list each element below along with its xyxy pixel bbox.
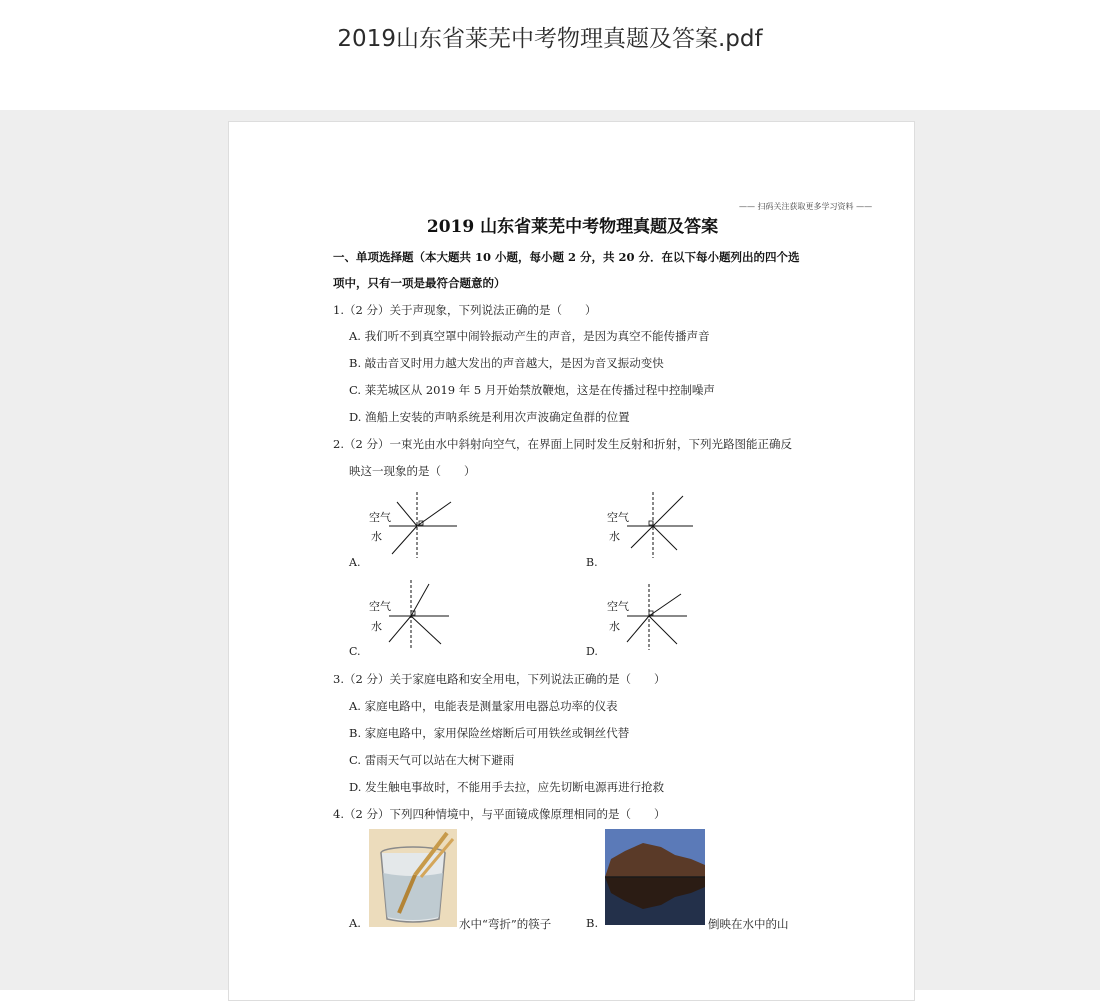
q3-option-a: A. 家庭电路中，电能表是测量家用电器总功率的仪表 — [349, 699, 618, 713]
document-title: 2019山东省莱芜中考物理真题及答案.pdf — [337, 26, 763, 52]
q3-option-b: B. 家庭电路中，家用保险丝熔断后可用铁丝或铜丝代替 — [349, 726, 630, 740]
q2-diagram-d-air-label: 空气 — [607, 600, 629, 613]
q2-diagram-c-air-label: 空气 — [369, 600, 391, 613]
q2-diagram-a-air-label: 空气 — [369, 511, 391, 524]
q2-diagram-b-water-label: 水 — [609, 530, 620, 543]
q4-stem: 4.（2 分）下列四种情境中，与平面镜成像原理相同的是（ ） — [333, 807, 666, 821]
q2-diagram-a — [367, 488, 463, 558]
q4-option-b-label: B. — [586, 916, 599, 930]
q2-diagram-b-air-label: 空气 — [607, 511, 629, 524]
q1-option-b: B. 敲击音叉时用力越大发出的声音越大，是因为音叉振动变快 — [349, 356, 664, 370]
document-header — [0, 0, 1100, 110]
q2-diagram-c — [367, 580, 463, 650]
q2-diagram-b — [605, 488, 701, 558]
q3-option-c: C. 雷雨天气可以站在大树下避雨 — [349, 753, 515, 767]
q4-option-b-image — [605, 829, 705, 925]
q2-option-b-label: B. — [586, 556, 598, 569]
q2-option-a-label: A. — [349, 556, 361, 569]
q1-option-d: D. 渔船上安装的声呐系统是利用次声波确定鱼群的位置 — [349, 410, 630, 424]
page-title: 2019 山东省莱芜中考物理真题及答案 — [426, 217, 719, 237]
pdf-page — [228, 121, 915, 1001]
section-heading-line1: 一、单项选择题（本大题共 10 小题，每小题 2 分，共 20 分．在以下每小题列出的四个选 — [333, 250, 800, 264]
q4-option-b-caption: 倒映在水中的山 — [708, 917, 789, 931]
q2-diagram-d-water-label: 水 — [609, 620, 620, 633]
q2-stem-line1: 2.（2 分）一束光由水中斜射向空气，在界面上同时发生反射和折射，下列光路图能正确反 — [333, 437, 792, 451]
q2-option-c-label: C. — [349, 645, 361, 658]
q1-option-a: A. 我们听不到真空罩中闹铃振动产生的声音，是因为真空不能传播声音 — [349, 329, 710, 343]
q2-diagram-a-water-label: 水 — [371, 530, 382, 543]
watermark-text: —— 扫码关注获取更多学习资料 —— — [739, 202, 873, 211]
q3-stem: 3.（2 分）关于家庭电路和安全用电，下列说法正确的是（ ） — [333, 672, 666, 686]
mountain-reflection-illustration — [605, 829, 705, 925]
q4-option-a-image — [369, 829, 457, 927]
q1-stem: 1.（2 分）关于声现象，下列说法正确的是（ ） — [333, 303, 597, 317]
q2-diagram-c-water-label: 水 — [371, 620, 382, 633]
chopstick-glass-illustration — [369, 829, 457, 927]
q2-option-d-label: D. — [586, 645, 598, 658]
q2-diagram-d — [605, 580, 701, 650]
q3-option-d: D. 发生触电事故时，不能用手去拉，应先切断电源再进行抢救 — [349, 780, 665, 794]
q2-stem-line2: 映这一现象的是（ ） — [349, 464, 476, 478]
q1-option-c: C. 莱芜城区从 2019 年 5 月开始禁放鞭炮，这是在传播过程中控制噪声 — [349, 383, 715, 397]
section-heading-line2: 项中，只有一项是最符合题意的） — [333, 276, 506, 290]
q4-option-a-label: A. — [349, 916, 361, 930]
q4-option-a-caption: 水中“弯折”的筷子 — [459, 917, 552, 931]
